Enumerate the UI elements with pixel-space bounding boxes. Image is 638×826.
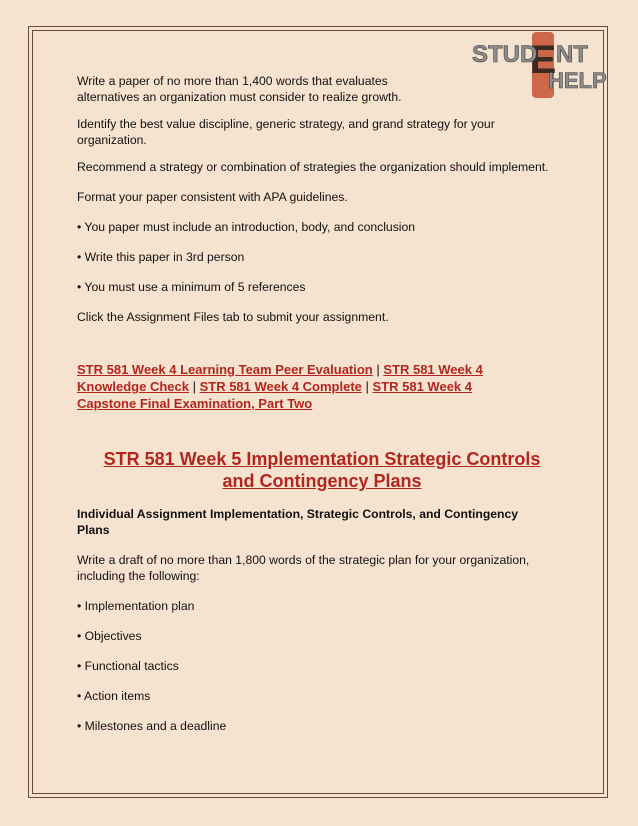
text-line: Individual Assignment Implementation, Strategic Controls, and Contingency [77, 507, 519, 521]
document-body [77, 73, 567, 734]
bullet-intro-conclusion: • You paper must include an introduction, body, and conclusion [77, 220, 416, 234]
text-line: Plans [77, 523, 110, 537]
bullet-third-person: • Write this paper in 3rd person [77, 250, 245, 264]
link-learning-team-peer-evaluation[interactable]: STR 581 Week 4 Learning Team Peer Evaluation [77, 362, 373, 377]
text-line: organization. [77, 133, 147, 147]
link-text: Capstone Final Examination, Part Two [77, 396, 313, 411]
list-item: • Milestones and a deadline [77, 719, 227, 733]
text-line: Identify the best value discipline, generic strategy, and grand strategy for your [77, 117, 495, 131]
link-separator: | [188, 379, 200, 394]
text-line: Write a paper of no more than 1,400 words that evaluates [77, 74, 388, 88]
title-line: and Contingency Plans [222, 471, 422, 491]
link-separator: | [372, 362, 384, 377]
svg-text:NT: NT [556, 41, 588, 68]
intro-paragraph-1 [77, 73, 567, 105]
link-text: STR 581 Week 4 [372, 379, 472, 394]
svg-text:HELP: HELP [548, 68, 607, 93]
svg-text:E: E [529, 38, 557, 82]
text-line: including the following: [77, 569, 200, 583]
link-week4-complete[interactable]: STR 581 Week 4 Complete [199, 379, 362, 394]
section-title[interactable] [77, 448, 567, 492]
link-text: Knowledge Check [77, 379, 189, 394]
list-item: • Implementation plan [77, 599, 195, 613]
intro-paragraph-3: Recommend a strategy or combination of strategies the organization should implement. [77, 160, 549, 174]
text-line: Write a draft of no more than 1,800 words of the strategic plan for your organization, [77, 553, 530, 567]
text-line: alternatives an organization must consider to realize growth. [77, 90, 402, 104]
section-paragraph-1 [77, 552, 567, 584]
title-line: STR 581 Week 5 Implementation Strategic Controls [103, 449, 541, 469]
link-separator: | [361, 379, 373, 394]
section-subheading [77, 506, 567, 538]
intro-paragraph-4: Format your paper consistent with APA guidelines. [77, 190, 348, 204]
svg-text:STUD: STUD [472, 41, 538, 68]
assignment-files-instruction: Click the Assignment Files tab to submit your assignment. [77, 310, 389, 324]
link-text: STR 581 Week 4 [383, 362, 483, 377]
bullet-references: • You must use a minimum of 5 references [77, 280, 306, 294]
list-item: • Objectives [77, 629, 142, 643]
list-item: • Functional tactics [77, 659, 179, 673]
related-links [77, 361, 567, 412]
list-item: • Action items [77, 689, 151, 703]
intro-paragraph-2 [77, 116, 567, 148]
